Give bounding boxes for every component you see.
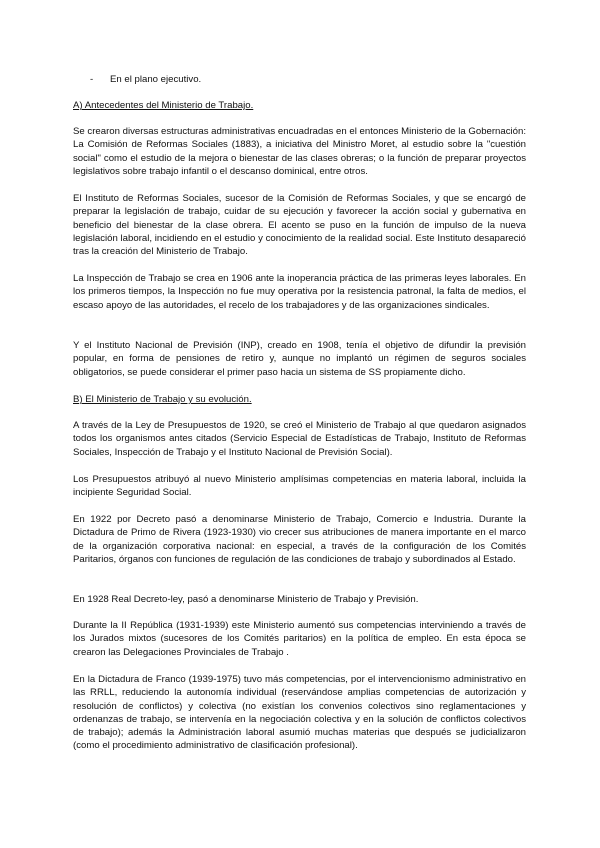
- section-a-paragraph: La Inspección de Trabajo se crea en 1906 ante la inoperancia práctica de las primeras leyes laborales. En los primeros tiempos, la Inspección no fue muy operativa por la resistencia patronal, la falta de medios, el escaso apoyo de las autoridades, el recelo de los trabajadores y de las organizaciones sindicales.: [73, 273, 526, 311]
- section-b-paragraph: En 1922 por Decreto pasó a denominarse Ministerio de Trabajo, Comercio e Industria. Durante la Dictadura de Primo de Rivera (1923-1930) vio crecer sus atribuciones de manera importante en el marco de la organización corporativa nacional: en especial, a través de la configuración de los Comités Paritarios, órganos con funciones de regulación de las condiciones de trabajo y subordinados al Estado.: [73, 514, 526, 565]
- section-b-paragraph: En la Dictadura de Franco (1939-1975) tuvo más competencias, por el intervencionismo administrativo en las RRLL, reduciendo la autonomía individual (reservándose amplias competencias de autorización y resolución de conflictos) y colectiva (no existían los convenios colectivos sino reglamentaciones y ordenanzas de trabajo, se intervenía en la negociación colectiva y en la solución de conflictos colectivos de trabajo); además la Administración laboral asumió muchas materias que después se judicializaron (como el procedimiento administrativo de clasificación profesional).: [73, 674, 526, 752]
- section-a-paragraph: El Instituto de Reformas Sociales, sucesor de la Comisión de Reformas Sociales, y que se encargó de preparar la legislación de trabajo, cuidar de su ejecución y favorecer la acción social y gubernativa en beneficio del bienestar de la clase obrera. El acento se puso en la función de impulso de la nueva legislación laboral, incidiendo en el estudio y conocimiento de la realidad social. Este Instituto desapareció tras la creación del Ministerio de Trabajo.: [73, 193, 526, 258]
- section-a-paragraph: Se crearon diversas estructuras administrativas encuadradas en el entonces Ministerio de la Gobernación: La Comisión de Reformas Sociales (1883), a iniciativa del Ministro Moret, al estudio sobre la "cuestión social" como el estudio de la mejora o bienestar de las clases obreras; o la función de preparar proyectos legislativos sobre trabajo infantil o el descanso dominical, entre otros.: [73, 126, 526, 177]
- bullet-marker: -: [90, 74, 94, 85]
- section-a-heading: A) Antecedentes del Ministerio de Trabajo.: [73, 100, 254, 111]
- section-a-paragraph: Y el Instituto Nacional de Previsión (INP), creado en 1908, tenía el objetivo de difundir la previsión popular, en forma de pensiones de retiro y, aunque no implantó un régimen de seguros sociales obligatorios, se puede considerar el primer paso hacia un sistema de SS propiamente dicho.: [73, 340, 526, 378]
- section-b-paragraph: Los Presupuestos atribuyó al nuevo Ministerio amplísimas competencias en materia laboral, incluida la incipiente Seguridad Social.: [73, 474, 526, 499]
- section-b-heading: B) El Ministerio de Trabajo y su evolución.: [73, 394, 252, 405]
- section-b-paragraph: Durante la II República (1931-1939) este Ministerio aumentó sus competencias interviniendo a través de los Jurados mixtos (sucesores de los Comités paritarios) en la política de empleo. En esta época se crearon las Delegaciones Provinciales de Trabajo .: [73, 620, 526, 658]
- bullet-text: En el plano ejecutivo.: [110, 74, 202, 85]
- bullet-item: [90, 73, 201, 86]
- section-b-paragraph: En 1928 Real Decreto-ley, pasó a denominarse Ministerio de Trabajo y Previsión.: [73, 594, 419, 605]
- section-b-paragraph: A través de la Ley de Presupuestos de 1920, se creó el Ministerio de Trabajo al que quedaron asignados todos los organismos antes citados (Servicio Especial de Estadísticas de Trabajo, Instituto de Reformas Sociales, Inspección de Trabajo y el Instituto Nacional de Previsión Social).: [73, 420, 526, 458]
